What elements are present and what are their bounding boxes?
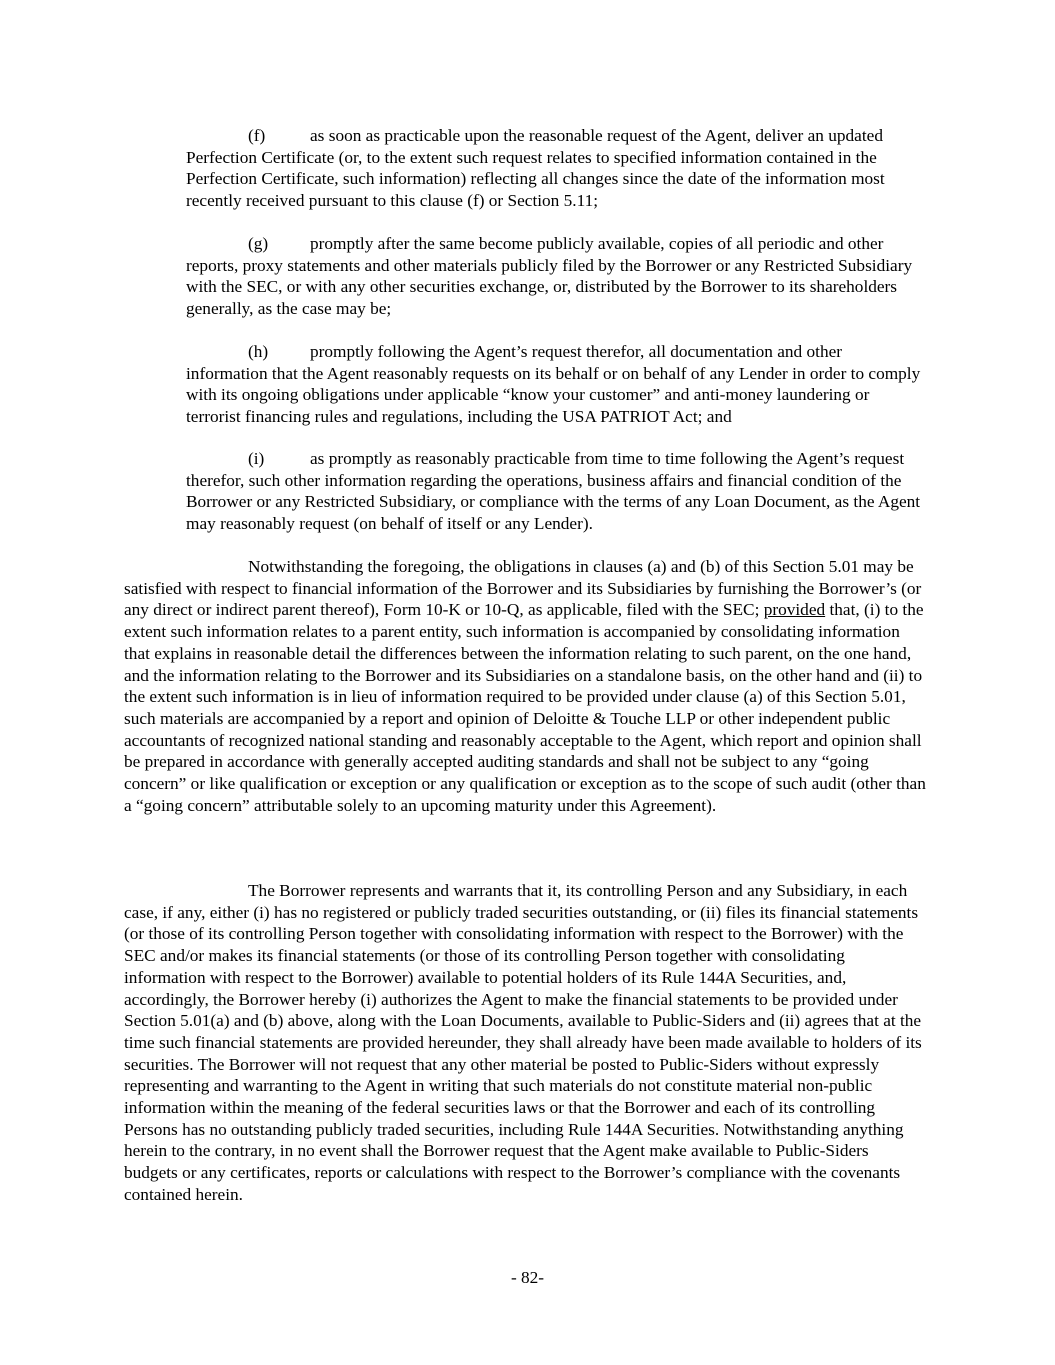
notwithstanding-text-end: that, (i) to the extent such information relates to a parent entity, such information is accompanied by consolidating information that explains in reasonable detail the differences between the information relating to such parent, on the one hand, and the information relating to the Borrower and its Subsidiaries on a standalone basis, on the other hand and (ii) to the extent such information is in lieu of information required to be provided under clause (a) of this Section 5.01, such materials are accompanied by a report and opinion of Deloitte & Touche LLP or other independent public accountants of recognized national standing and reasonably acceptable to the Agent, which report and opinion shall be prepared in accordance with generally accepted auditing standards and shall not be subject to any “going concern” or like qualification or exception or any qualification or exception as to the scope of such audit (other than a “going concern” attributable solely to an upcoming maturity under this Agreement). bbox=[124, 600, 926, 815]
clause-h bbox=[186, 341, 926, 428]
clause-text: promptly after the same become publicly available, copies of all periodic and other reports, proxy statements and other materials publicly filed by the Borrower or any Restricted Subsidiary with the SEC, or with any other securities exchange, or, distributed by the Borrower to its shareholders generally, as the case may be; bbox=[186, 234, 913, 319]
notwithstanding-paragraph bbox=[124, 556, 926, 816]
clause-text: promptly following the Agent’s request therefor, all documentation and other information that the Agent reasonably requests on its behalf or on behalf of any Lender in order to comply with its ongoing obligations under applicable “know your customer” and anti-money laundering or terrorist financing rules and regulations, including the USA PATRIOT Act; and bbox=[186, 342, 921, 427]
representations-text: The Borrower represents and warrants that it, its controlling Person and any Subsidiary, in each case, if any, either (i) has no registered or publicly traded securities outstanding, or (ii) files its financial statements (or those of its controlling Person together with consolidating information with respect to the Borrower) with the SEC and/or makes its financial statements (or those of its controlling Person together with consolidating information with respect to the Borrower) available to potential holders of its Rule 144A Securities, and, accordingly, the Borrower hereby (i) authorizes the Agent to make the financial statements to be provided under Section 5.01(a) and (b) above, along with the Loan Documents, available to Public-Siders and (ii) agrees that at the time such financial statements are provided hereunder, they shall already have been made available to holders of its securities. The Borrower will not request that any other material be posted to Public-Siders without expressly representing and warranting to the Agent in writing that such materials do not constitute material non-public information within the meaning of the federal securities laws or that the Borrower and each of its controlling Persons has no outstanding publicly traded securities, including Rule 144A Securities. Notwithstanding anything herein to the contrary, in no event shall the Borrower request that the Agent make available to Public-Siders budgets or any certificates, reports or calculations with respect to the Borrower’s compliance with the covenants contained herein. bbox=[124, 881, 922, 1204]
clause-text: as promptly as reasonably practicable from time to time following the Agent’s request therefor, such other information regarding the operations, business affairs and financial condition of the Borrower or any Restricted Subsidiary, or compliance with the terms of any Loan Document, as the Agent may reasonably request (on behalf of itself or any Lender). bbox=[186, 449, 921, 534]
clause-marker: (g) bbox=[248, 234, 269, 253]
clause-marker: (h) bbox=[248, 342, 269, 361]
clause-g bbox=[186, 233, 926, 320]
notwithstanding-text-start: Notwithstanding the foregoing, the obligations in clauses (a) and (b) of this Section 5.01 may be satisfied with respect to financial information of the Borrower and its Subsidiaries by furnishing the Borrower’s (or any direct or indirect parent thereof), Form 10-K or 10-Q, as applicable, filed with the SEC; bbox=[124, 557, 922, 620]
clause-text: as soon as practicable upon the reasonable request of the Agent, deliver an updated Perfection Certificate (or, to the extent such request relates to specified information contained in the Perfection Certificate, such information) reflecting all changes since the date of the information most recently received pursuant to this clause (f) or Section 5.11; bbox=[186, 126, 885, 211]
provided-term: provided bbox=[763, 600, 826, 620]
representations-paragraph bbox=[124, 880, 926, 1206]
clause-marker: (i) bbox=[248, 449, 265, 468]
clause-f bbox=[186, 125, 926, 212]
clause-marker: (f) bbox=[248, 126, 266, 145]
clause-i bbox=[186, 448, 926, 535]
page-number: - 82- bbox=[510, 1268, 545, 1287]
